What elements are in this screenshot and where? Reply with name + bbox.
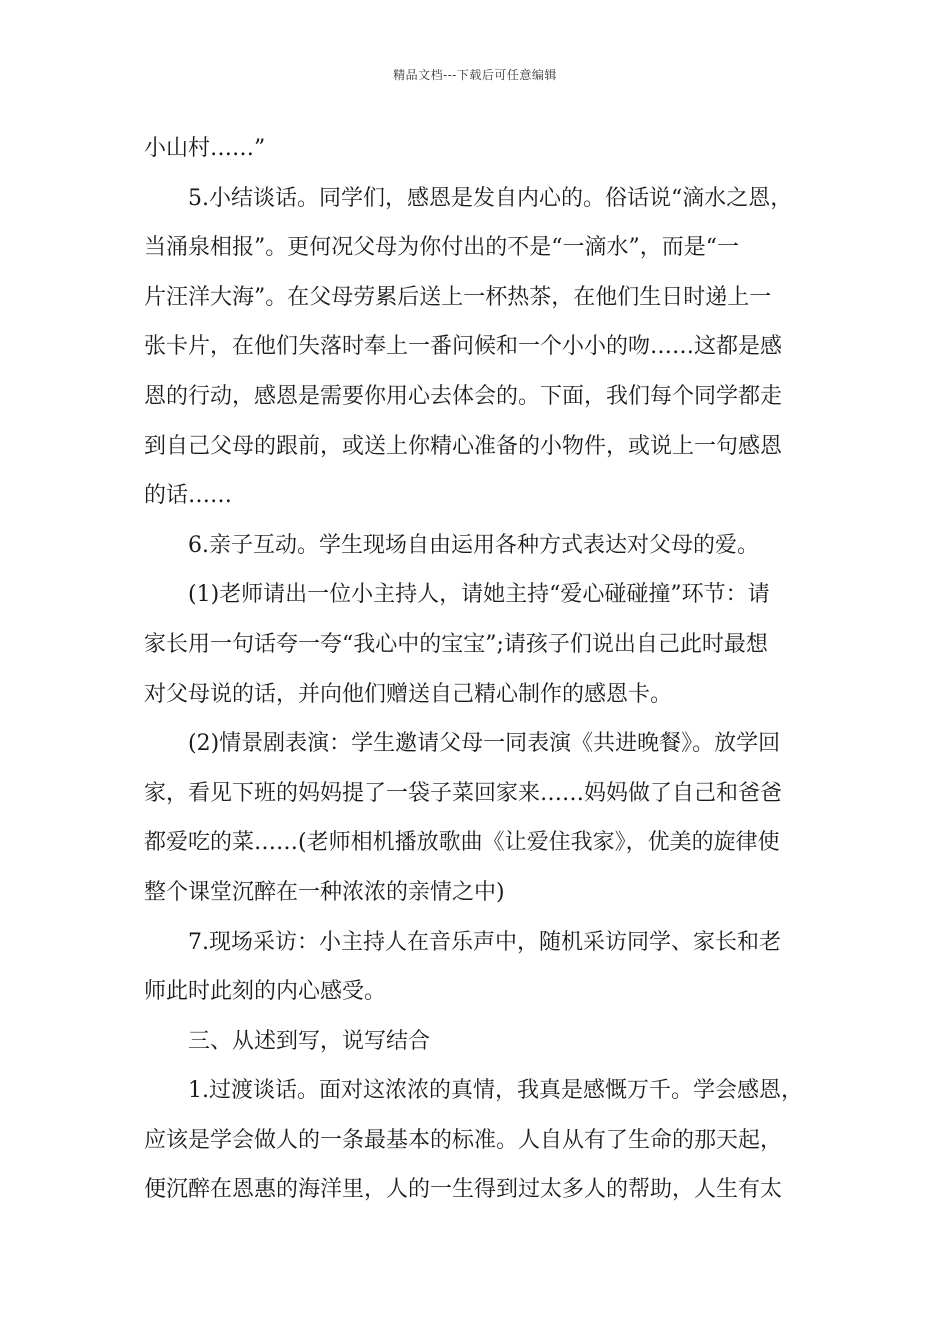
text-line: 的话…… [144, 483, 233, 509]
text-line: 恩的行动，感恩是需要你用心去体会的。下面，我们每个同学都走 [144, 383, 783, 409]
text-line: 家，看见下班的妈妈提了一袋子菜回家来……妈妈做了自己和爸爸 [144, 780, 783, 806]
text-line: 师此时此刻的内心感受。 [144, 979, 387, 1005]
text-line: 7.现场采访：小主持人在音乐声中，随机采访同学、家长和老 [188, 929, 781, 955]
text-line: 到自己父母的跟前，或送上你精心准备的小物件，或说上一句感恩 [144, 433, 783, 459]
text-line: 小山村……” [144, 136, 266, 161]
text-line: 片汪洋大海”。在父母劳累后送上一杯热茶，在他们生日时递上一 [144, 284, 772, 310]
text-line: 张卡片，在他们失落时奉上一番问候和一个小小的吻……这都是感 [144, 334, 783, 360]
text-line: (2)情景剧表演：学生邀请父母一同表演《共进晚餐》。放学回 [188, 731, 781, 757]
text-line: 5.小结谈话。同学们，感恩是发自内心的。俗话说“滴水之恩， [188, 185, 793, 211]
text-line: (1)老师请出一位小主持人，请她主持“爱心碰碰撞”环节：请 [188, 582, 770, 608]
text-line: 整个课堂沉醉在一种浓浓的亲情之中) [144, 879, 505, 905]
text-line: 家长用一句话夸一夸“我心中的宝宝”;请孩子们说出自己此时最想 [144, 631, 768, 657]
text-line: 6.亲子互动。学生现场自由运用各种方式表达对父母的爱。 [188, 532, 759, 558]
text-line: 应该是学会做人的一条最基本的标准。人自从有了生命的那天起， [144, 1127, 783, 1153]
text-line: 便沉醉在恩惠的海洋里，人的一生得到过太多人的帮助，人生有太 [144, 1177, 783, 1203]
text-line: 1.过渡谈话。面对这浓浓的真情，我真是感慨万千。学会感恩， [188, 1078, 803, 1104]
section-heading: 三、从述到写，说写结合 [188, 1028, 431, 1054]
document-body [144, 124, 824, 1215]
page-header: 精品文档---下载后可任意编辑 [393, 68, 557, 82]
text-line: 当涌泉相报”。更何况父母为你付出的不是“一滴水”，而是“一 [144, 235, 739, 261]
text-line: 对父母说的话，并向他们赠送自己精心制作的感恩卡。 [144, 681, 673, 707]
text-line: 都爱吃的菜……(老师相机播放歌曲《让爱住我家》，优美的旋律使 [144, 830, 780, 856]
